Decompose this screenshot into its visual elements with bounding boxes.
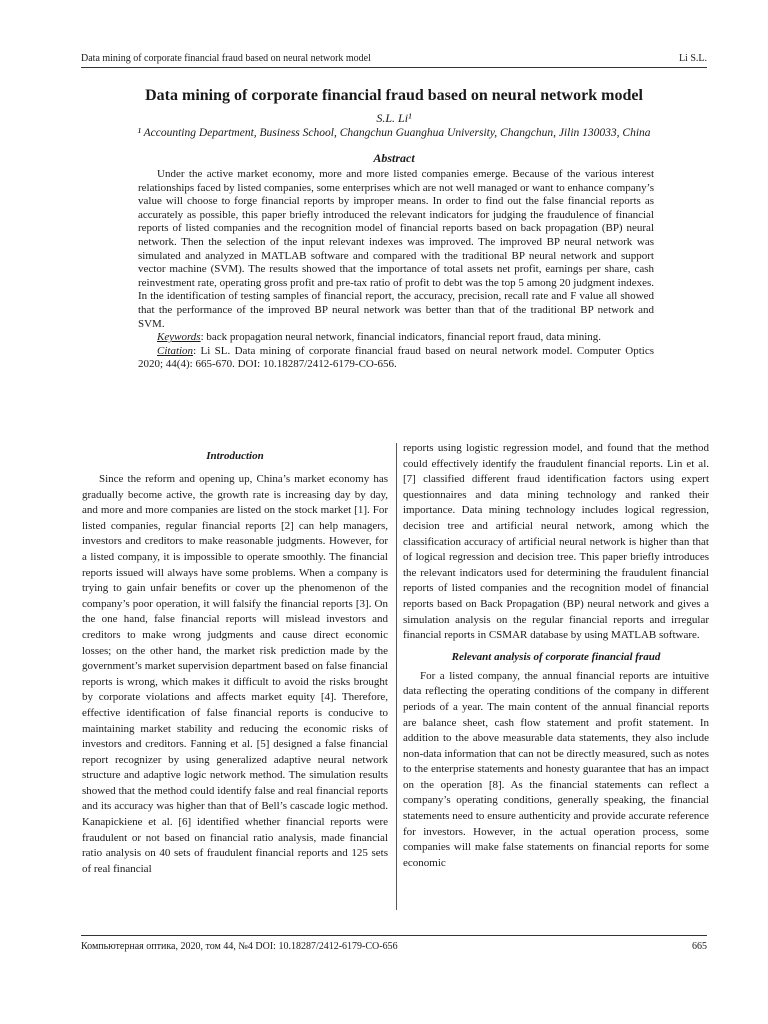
fraud-analysis-paragraph: For a listed company, the annual financial reports are intuitive data reflecting the operating conditions of the company in different periods of a year. The main content of the annual financial reports are balance sheet, cash flow statement and profit statement. In addition to the above measurable data statements, they also include non-data information that can not be directly measured, such as notes to the enterprise statements and honesty guarantee that has an impact on the operation [8]. As the financial statements can reflect a company’s operating conditions, generally speaking, the financial statements need to ensure authenticity and provide accurate reference for investors. However, in the actual operation process, some companies will make false statements on financial reports for some economic: [403, 669, 709, 869]
keywords: Keywords: back propagation neural network, financial indicators, financial report fraud, data mining.: [157, 331, 602, 344]
paper-title: Data mining of corporate financial fraud based on neural network model: [145, 87, 643, 104]
keywords-text: back propagation neural network, financial indicators, financial report fraud, data mining.: [206, 331, 602, 344]
page-number: 665: [692, 941, 707, 952]
citation: Citation: Li SL. Data mining of corporate financial fraud based on neural network model. Computer Optics 2020; 44(4): 665-670. DOI: 10.18287/2412-6179-CO-656.: [138, 344, 654, 371]
author-affiliation: ¹ Accounting Department, Business School, Changchun Guanghua University, Changchun, Jilin 130033, China: [137, 127, 651, 139]
header-rule: [81, 67, 707, 68]
page-footer: [81, 941, 707, 952]
footer-rule: [81, 935, 707, 936]
introduction-continuation: reports using logistic regression model, and found that the method could effectively identify the fraudulent financial reports. Lin et al. [7] classified different fraud identification factors using expert questionnaires and data mining technology and ranked their importance. Data mining technology includes logical regression, decision tree and artificial neural network, among which the classification accuracy of artificial neural network is higher than that of logical regression and decision tree. This paper briefly introduces the relevant indicators used for determining the fraudulent financial reports of listed companies and the recognition model of financial reports based on Back Propagation (BP) neural network and gives a simulation analysis on the regular financial reports and irregular financial reports in CSMAR database by using MATLAB software.: [403, 442, 709, 642]
column-divider: [396, 443, 397, 910]
section-heading-fraud-analysis: Relevant analysis of corporate financial fraud: [451, 650, 661, 663]
right-column: [403, 441, 709, 871]
citation-label: Citation: [157, 344, 194, 357]
left-column: [82, 448, 388, 877]
running-head: [81, 53, 707, 64]
footer-journal-doi: Компьютерная оптика, 2020, том 44, №4 DOI: 10.18287/2412-6179-CO-656: [81, 941, 398, 952]
citation-text: Li SL. Data mining of corporate financial fraud based on neural network model. Computer Optics 2020; 44(4): 665-670. DOI: 10.18287/2412-6179-CO-656.: [138, 344, 654, 371]
abstract-text: Under the active market economy, more and more listed companies emerge. Because of the various interest relationships faced by listed companies, some enterprises which are not well managed or want to enhance company’s value will choose to forge financial reports by improper means. In order to find out the false financial reports as accurately as possible, this paper briefly introduced the relevant indicators for judging the fraudulence of financial reports of listed companies and the recognition model of financial reports based on back propagation (BP) neural network. Then the selection of the input relevant indexes was improved. The improved BP neural network was simulated and analyzed in MATLAB software and compared with the traditional BP neural network and support vector machine (SVM). The results showed that the importance of total assets net profit, earnings per share, cash reinvestment rate, operating gross profit and pre-tax ratio of profit to debt was the top 5 among 20 judgment indexes. In the identification of testing samples of financial report, the accuracy, precision, recall rate and F value all showed that the performance of the improved BP neural network was better than that of the traditional BP network and SVM.: [138, 168, 654, 330]
running-head-author: Li S.L.: [678, 53, 707, 64]
keywords-label: Keywords: [157, 331, 201, 344]
introduction-paragraph: Since the reform and opening up, China’s market economy has gradually become active, the growth rate is increasing day by day, and more and more companies are listed on the stock market [1]. For listed companies, regular financial reports [2] can help managers, investors and creditors to make reasonable judgments. However, for a listed company, it is impossible to operate smoothly. The financial reports issued will always have some problems. When a company is trying to gain unfair benefits or cover up the phenomenon of the company’s poor operation, it will falsify the financial reports [3]. On the one hand, false financial reports will mislead investors and creditors to make wrong judgments and cause direct economic losses; on the other hand, the market risk prediction made by the government’s market supervision department based on false financial reports is wrong, which makes it difficult to avoid the risks brought by corporate violations and affects market equity [4]. Therefore, effective identification of false financial reports is conducive to maintaining market stability and reducing the economic risks of investors and creditors. Fanning et al. [5] designed a false financial report recognizer by using generalized adaptive neural network structure and adaptive logic network method. The simulation results showed that the method could identify false and real financial reports and its accuracy was higher than that of Bell’s cascade logic method. Kanapickiene et al. [6] identified whether financial reports were fraudulent or not based on financial ratio analysis, made financial ratio analysis on 40 sets of fraudulent financial reports and 125 sets of real financial: [82, 473, 388, 875]
paper-author: S.L. Li¹: [376, 111, 412, 125]
abstract-heading: Abstract: [373, 151, 415, 165]
abstract: [138, 168, 654, 372]
running-head-title: Data mining of corporate financial fraud based on neural network model: [81, 53, 371, 64]
introduction-heading: Introduction: [206, 450, 264, 462]
